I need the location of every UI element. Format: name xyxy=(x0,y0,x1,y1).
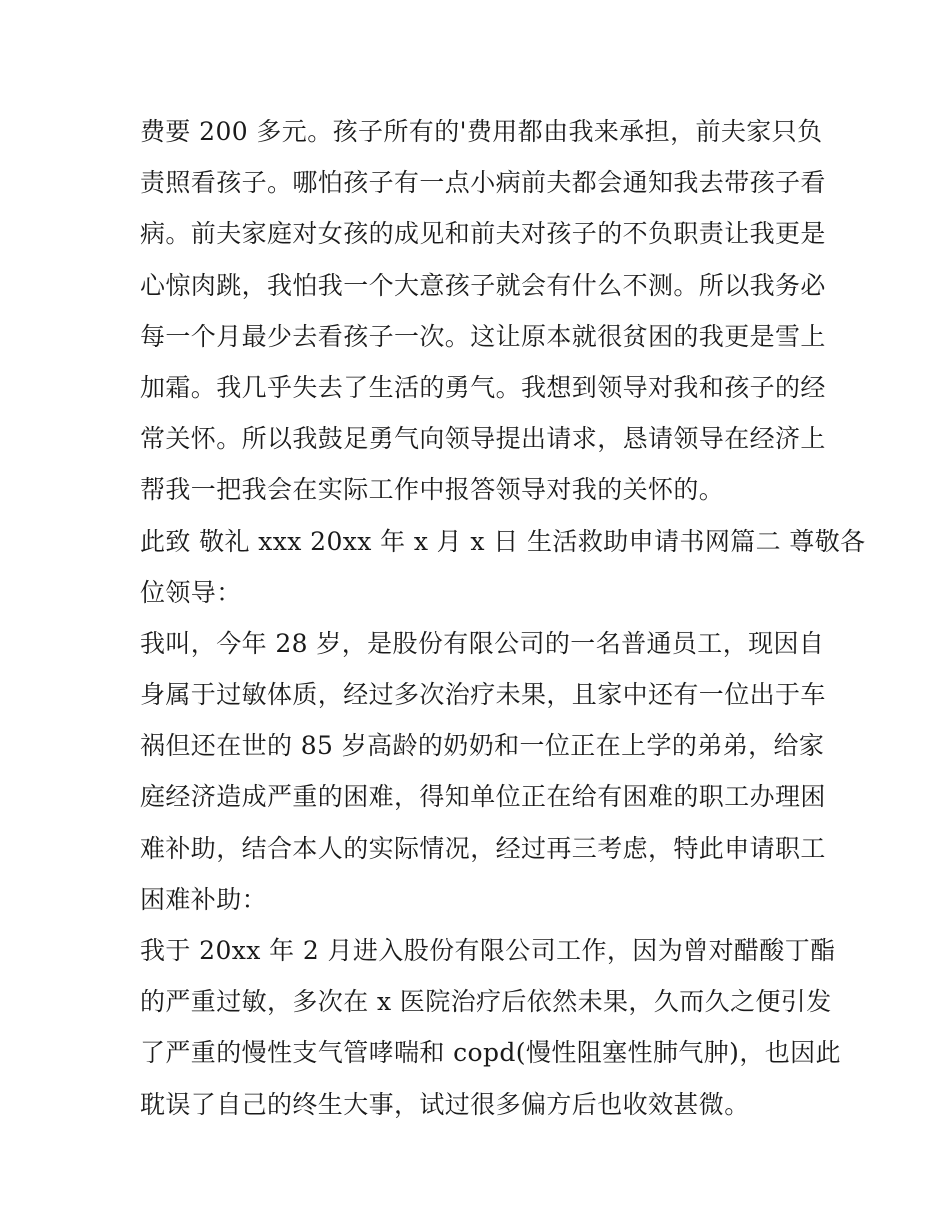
text-line: 费要 200 多元。孩子所有的'费用都由我来承担，前夫家只负 xyxy=(140,117,823,146)
text-line: 心惊肉跳，我怕我一个大意孩子就会有什么不测。所以我务必 xyxy=(140,270,826,300)
text-line: 位领导： xyxy=(140,577,242,607)
document-body xyxy=(140,106,866,1130)
text-line: 我叫，今年 28 岁，是股份有限公司的一名普通员工，现因自 xyxy=(140,628,825,658)
text-line: 难补助，结合本人的实际情况，经过再三考虑，特此申请职工 xyxy=(140,833,826,863)
paragraph-medical-history xyxy=(140,925,841,1130)
text-line: 我于 20xx 年 2 月进入股份有限公司工作，因为曾对醋酸丁酯 xyxy=(140,936,836,965)
text-line: 帮我一把我会在实际工作中报答领导对我的关怀的。 xyxy=(140,475,725,505)
paragraph-expenses xyxy=(140,106,826,516)
text-line: 病。前夫家庭对女孩的成见和前夫对孩子的不负职责让我更是 xyxy=(140,219,826,249)
text-line: 常关怀。所以我鼓足勇气向领导提出请求，恳请领导在经济上 xyxy=(140,424,826,454)
text-line: 耽误了自己的终生大事，试过很多偏方后也收效甚微。 xyxy=(140,1089,750,1119)
text-line: 祸但还在世的 85 岁高龄的奶奶和一位正在上学的弟弟，给家 xyxy=(140,731,825,761)
text-line: 困难补助： xyxy=(140,884,268,914)
paragraph-closing-and-salutation xyxy=(140,516,866,618)
paragraph-introduction xyxy=(140,618,826,925)
text-line: 责照看孩子。哪怕孩子有一点小病前夫都会通知我去带孩子看 xyxy=(140,168,826,198)
text-line: 每一个月最少去看孩子一次。这让原本就很贫困的我更是雪上 xyxy=(140,321,826,351)
text-line: 了严重的慢性支气管哮喘和 copd(慢性阻塞性肺气肿)，也因此 xyxy=(140,1038,841,1068)
text-line: 此致 敬礼 xxx 20xx 年 x 月 x 日 生活救助申请书网篇二 尊敬各 xyxy=(140,526,866,556)
text-line: 庭经济造成严重的困难，得知单位正在给有困难的职工办理困 xyxy=(140,782,826,812)
text-line: 加霜。我几乎失去了生活的勇气。我想到领导对我和孩子的经 xyxy=(140,372,826,402)
text-line: 的严重过敏，多次在 x 医院治疗后依然未果，久而久之便引发 xyxy=(140,987,832,1017)
text-line: 身属于过敏体质，经过多次治疗未果，且家中还有一位出于车 xyxy=(140,680,826,710)
